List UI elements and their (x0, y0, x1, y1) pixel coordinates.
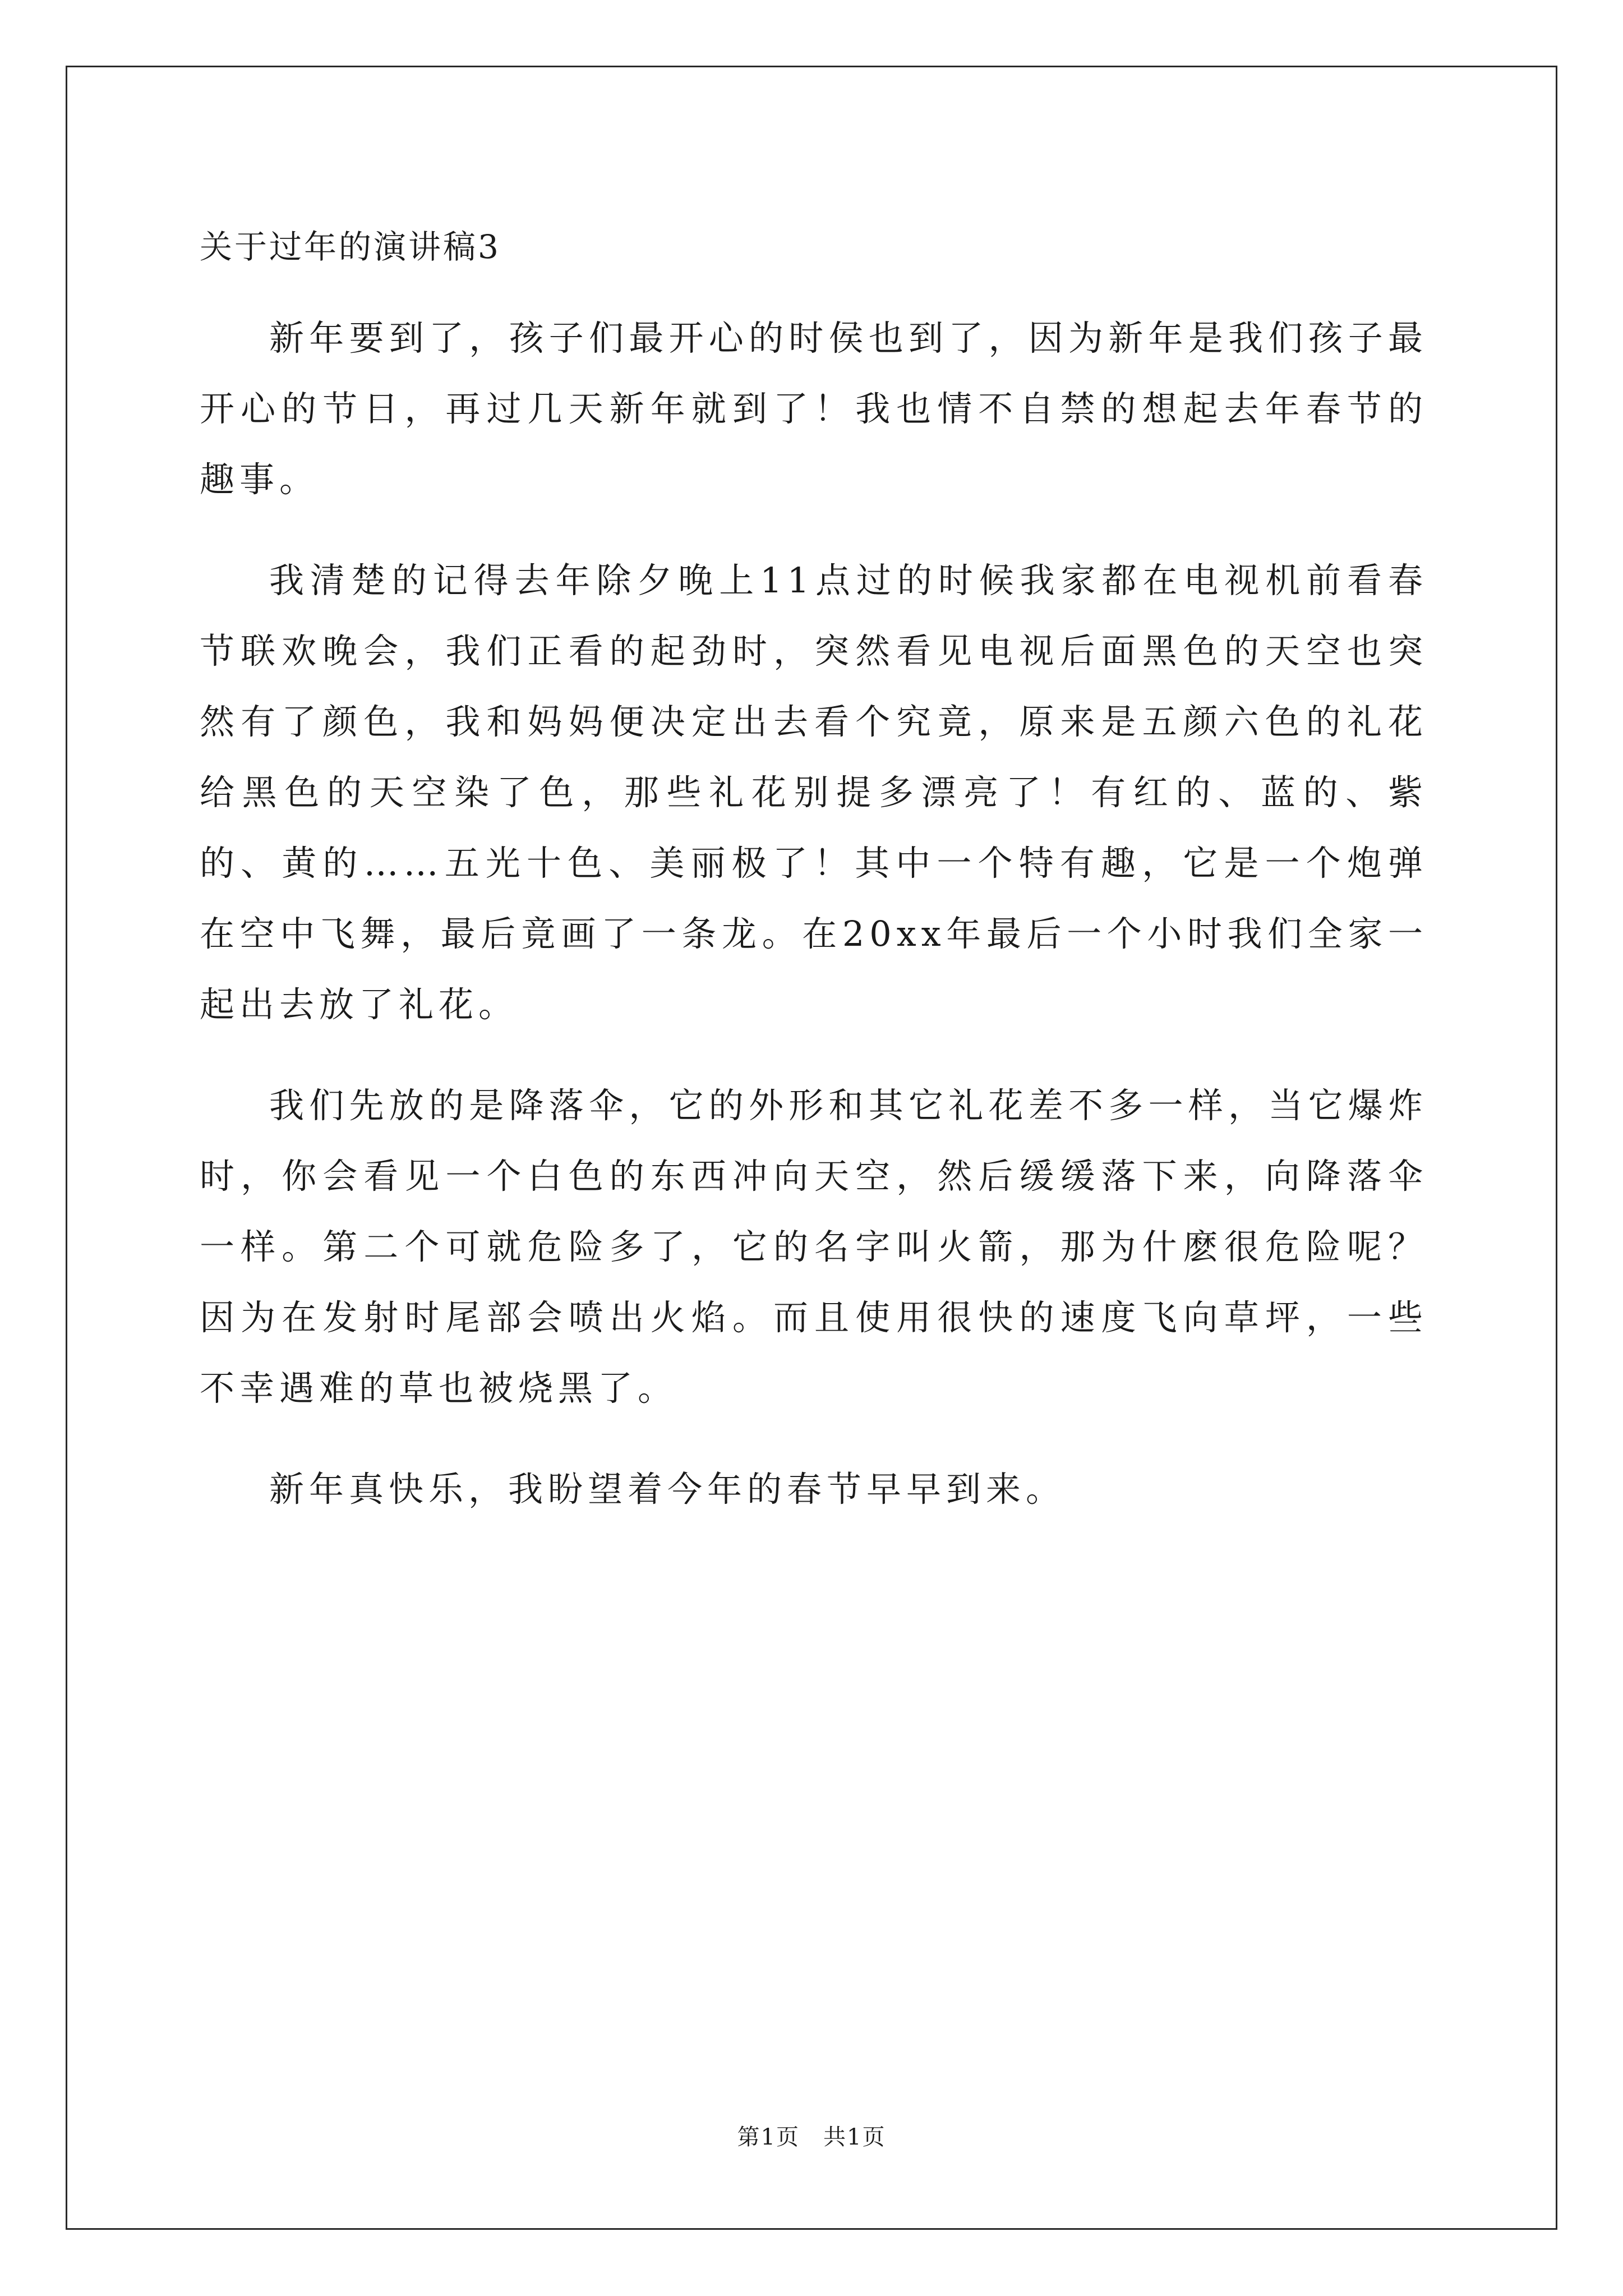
paragraph-1: 新年要到了，孩子们最开心的时侯也到了，因为新年是我们孩子最开心的节日，再过几天新年就到了！我也情不自禁的想起去年春节的趣事。 (200, 318, 1428, 500)
paragraph-2: 我清楚的记得去年除夕晚上11点过的时候我家都在电视机前看春节联欢晚会，我们正看的起劲时，突然看见电视后面黑色的天空也突然有了颜色，我和妈妈便决定出去看个究竟，原来是五颜六色的礼花给黑色的天空染了色，那些礼花别提多漂亮了！有红的、蓝的、紫的、黄的……五光十色、美丽极了！其中一个特有趣，它是一个炮弹在空中飞舞，最后竟画了一条龙。在20xx年最后一个小时我们全家一起出去放了礼花。 (200, 560, 1428, 1025)
paragraph-3: 我们先放的是降落伞，它的外形和其它礼花差不多一样，当它爆炸时，你会看见一个白色的东西冲向天空，然后缓缓落下来，向降落伞一样。第二个可就危险多了，它的名字叫火箭，那为什麽很危险呢？因为在发射时尾部会喷出火焰。而且使用很快的速度飞向草坪，一些不幸遇难的草也被烧黑了。 (200, 1085, 1428, 1409)
document-title: 关于过年的演讲稿3 (200, 228, 501, 266)
document-body (200, 219, 1428, 1525)
paragraph-4: 新年真快乐，我盼望着今年的春节早早到来。 (269, 1469, 1066, 1510)
page-number-footer: 第1页 共1页 (737, 2124, 886, 2150)
